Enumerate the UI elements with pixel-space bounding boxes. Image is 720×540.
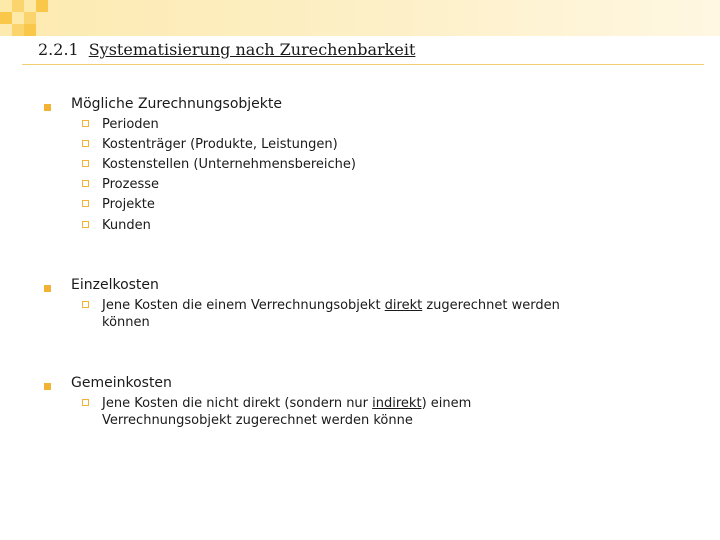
bullet-icon [44, 104, 51, 111]
box-bullet-icon [82, 301, 89, 308]
section-heading: Einzelkosten [71, 277, 159, 293]
list-item: Kunden [102, 217, 151, 234]
slide-title [38, 40, 415, 59]
list-item: Perioden [102, 116, 159, 133]
header-band [0, 0, 720, 36]
bullet-icon [44, 383, 51, 390]
slide-title-text: Systematisierung nach Zurechenbarkeit [88, 40, 416, 59]
slide-number: 2.2.1 [38, 40, 79, 59]
section-heading: Mögliche Zurechnungsobjekte [71, 96, 283, 112]
title-rule [22, 64, 704, 65]
bullet-icon [44, 285, 51, 292]
box-bullet-icon [82, 180, 89, 187]
box-bullet-icon [82, 160, 89, 167]
box-bullet-icon [82, 140, 89, 147]
list-item: Prozesse [102, 176, 159, 193]
list-item: Jene Kosten die nicht direkt (sondern nur indirekt) einem Verrechnungsobjekt zugerechnet werden könne [102, 395, 471, 429]
box-bullet-icon [82, 120, 89, 127]
box-bullet-icon [82, 200, 89, 207]
list-item: Projekte [102, 196, 155, 213]
list-item: Jene Kosten die einem Verrechnungsobjekt direkt zugerechnet werden können [102, 297, 560, 331]
section-heading: Gemeinkosten [71, 375, 172, 391]
box-bullet-icon [82, 221, 89, 228]
box-bullet-icon [82, 399, 89, 406]
list-item: Kostenstellen (Unternehmensbereiche) [102, 156, 356, 173]
list-item: Kostenträger (Produkte, Leistungen) [102, 136, 338, 153]
